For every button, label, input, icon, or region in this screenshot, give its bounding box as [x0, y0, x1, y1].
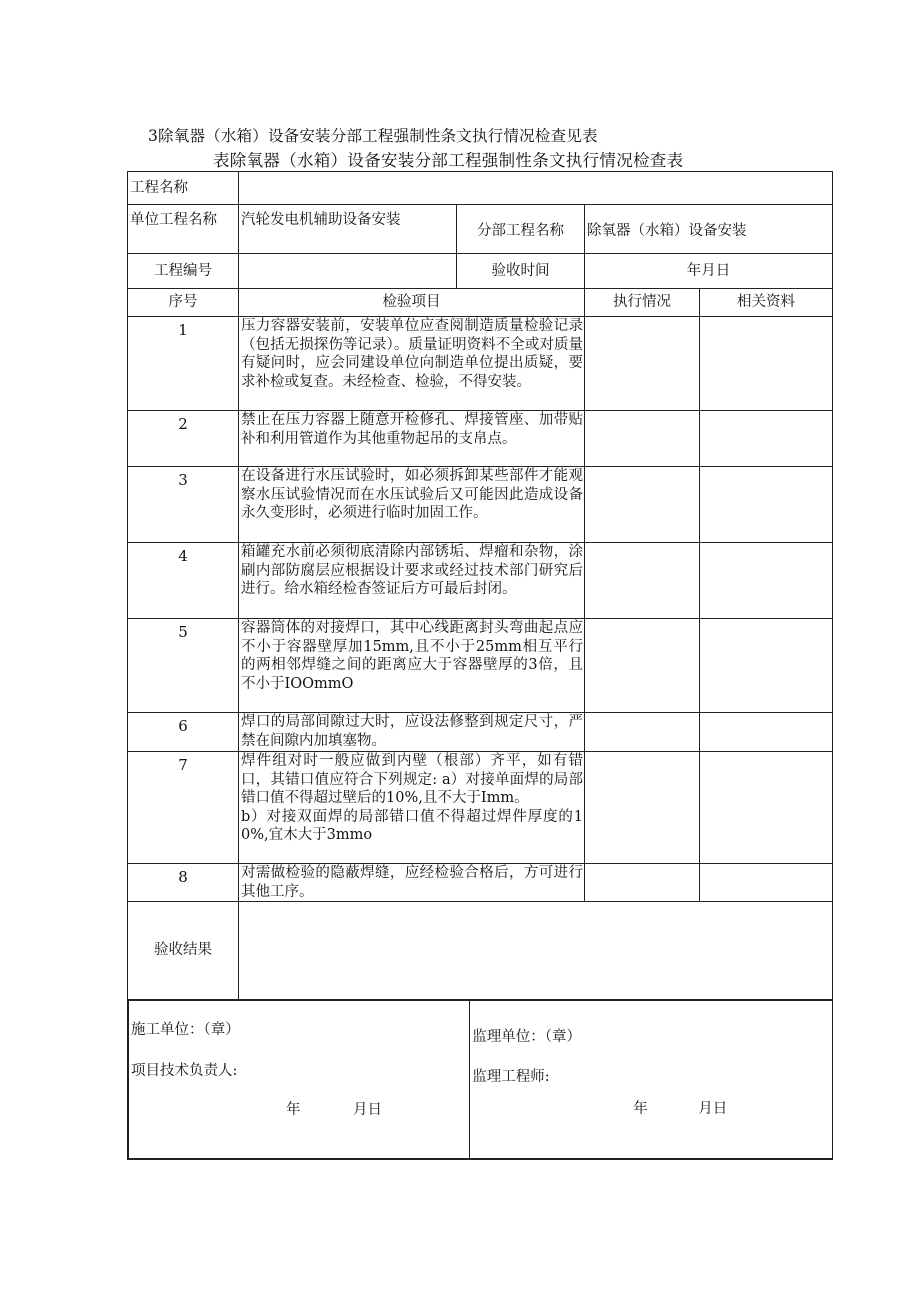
item-text: 禁止在压力容器上随意开检修孔、焊接管座、加带贴补和利用管道作为其他重物起吊的支帛点。 [239, 411, 585, 467]
item-text: 箱罐充水前必须彻底清除内部锈垢、焊瘤和杂物，涂刷内部防腐层应根据设计要求或经过技术部门研究后进行。给水箱经检杳签证后方可最后封闭。 [239, 543, 585, 619]
item-docs [700, 467, 833, 543]
table-row [128, 543, 833, 619]
item-text-continued: b）对接双面焊的局部错口值不得超过焊件厚度的10%,宜木大于3mmo [241, 808, 583, 843]
sub-project-label: 分部工程名称 [457, 205, 585, 254]
table-row [128, 752, 833, 864]
project-no-row [128, 254, 833, 289]
item-execution [585, 543, 700, 619]
table-row [128, 864, 833, 902]
item-docs [700, 713, 833, 752]
item-execution [585, 317, 700, 411]
unit-project-row [128, 205, 833, 254]
signature-table [128, 1000, 832, 1159]
table-row [128, 713, 833, 752]
item-execution [585, 411, 700, 467]
signature-cell [128, 1000, 833, 1160]
inspection-table [127, 171, 833, 1160]
item-text: 容器筒体的对接焊口，其中心线距离封头弯曲起点应不小于容器壁厚加15mm,且不小于25mm相互平行的两相邻焊缝之间的距离应大于容器壁厚的3倍，且不小于IOOmmO [239, 619, 585, 713]
contractor-signature-block [129, 1001, 470, 1159]
project-name-value [239, 172, 833, 205]
supervisor-date-monthday: 月日 [698, 1101, 728, 1117]
table-row [128, 619, 833, 713]
supervising-engineer-label: 监理工程师: [472, 1069, 550, 1085]
item-number: 2 [128, 411, 239, 467]
supervisor-unit-label: 监理单位：（章） [472, 1029, 581, 1045]
project-name-label: 工程名称 [128, 172, 239, 205]
contractor-date-monthday: 月日 [353, 1102, 382, 1118]
item-docs [700, 411, 833, 467]
item-number: 3 [128, 467, 239, 543]
item-number: 4 [128, 543, 239, 619]
item-text: 压力容器安装前，安装单位应查阅制造质量检验记录（包括无损探伤等记录）。质量证明资料不全或对质量有疑问时，应会同建设单位向制造单位提出质疑，要求补检或复查。未经检查、检验，不得安装。 [239, 317, 585, 411]
table-title: 表除氧器（水箱）设备安装分部工程强制性条文执行情况检查表 [213, 151, 684, 170]
table-header-row [128, 289, 833, 317]
header-item: 检验项目 [239, 289, 585, 317]
project-name-row [128, 172, 833, 205]
document-heading: 3除氧器（水箱）设备安装分部工程强制性条文执行情况检查见表 [148, 127, 598, 145]
item-number: 6 [128, 713, 239, 752]
header-docs: 相关资料 [700, 289, 833, 317]
item-text: 对需做检验的隐蔽焊缝，应经检验合格后，方可进行其他工序。 [239, 864, 585, 902]
acceptance-time-label: 验收时间 [457, 254, 585, 289]
item-execution [585, 752, 700, 864]
item-number: 7 [128, 752, 239, 864]
item-execution [585, 619, 700, 713]
contractor-unit-label: 施工单位：（章） [131, 1022, 240, 1038]
result-row [128, 902, 833, 1000]
supervisor-signature-block [470, 1001, 832, 1159]
item-text: 焊口的局部间隙过大时，应设法修整到规定尺寸，严禁在间隙内加填塞物。 [239, 713, 585, 752]
item-execution [585, 864, 700, 902]
item-number: 8 [128, 864, 239, 902]
item-docs [700, 752, 833, 864]
contractor-date-year: 年 [286, 1102, 301, 1118]
result-value [239, 902, 833, 1000]
result-label: 验收结果 [128, 902, 239, 1000]
item-text: 焊件组对时一般应做到内壁（根部）齐平，如有错口，其错口值应符合下列规定: a）对接单面焊的局部错口值不得超过壁后的10%,且不大于Imm。 [241, 753, 583, 806]
item-execution [585, 467, 700, 543]
unit-project-label: 单位工程名称 [128, 205, 239, 254]
header-seq: 序号 [128, 289, 239, 317]
item-text-cell [239, 752, 585, 864]
item-docs [700, 619, 833, 713]
item-docs [700, 864, 833, 902]
signature-row [128, 1000, 833, 1160]
table-row [128, 467, 833, 543]
item-number: 1 [128, 317, 239, 411]
sub-project-value: 除氧器（水箱）设备安装 [585, 205, 833, 254]
item-docs [700, 317, 833, 411]
table-row [128, 317, 833, 411]
item-number: 5 [128, 619, 239, 713]
item-docs [700, 543, 833, 619]
supervisor-date-year: 年 [633, 1101, 648, 1117]
unit-project-value: 汽轮发电机辅助设备安装 [239, 205, 457, 254]
table-row [128, 411, 833, 467]
header-execution: 执行情况 [585, 289, 700, 317]
item-text: 在设备进行水压试验时，如必须拆卸某些部件才能观察水压试验情况而在水压试验后又可能因此造成设备永久变形时，必须进行临时加固工作。 [239, 467, 585, 543]
project-no-label: 工程编号 [128, 254, 239, 289]
project-tech-lead-label: 项目技术负责人: [131, 1063, 238, 1079]
acceptance-time-value: 年月日 [585, 254, 833, 289]
project-no-value [239, 254, 457, 289]
item-execution [585, 713, 700, 752]
